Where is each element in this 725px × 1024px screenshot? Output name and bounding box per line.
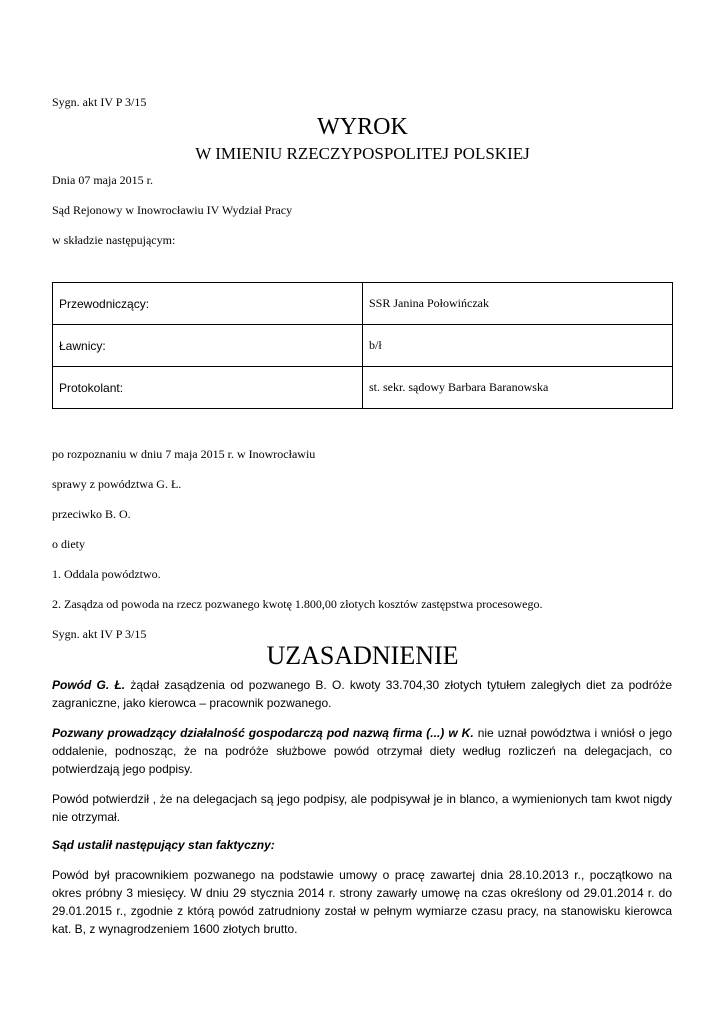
paragraph-plaintiff-statement: Powód potwierdził , że na delegacjach są jego podpisy, ale podpisywał je in blanco, a wymienionych tam kwot nigdy nie otrzymał. xyxy=(52,792,672,824)
table-row xyxy=(53,325,673,367)
claim-text: żądał zasądzenia od pozwanego B. O. kwoty 33.704,30 złotych tytułem zaległych diet za podróże zagraniczne, jako kierowca – pracownik pozwanego. xyxy=(52,678,672,710)
bench-role: Protokolant: xyxy=(53,367,363,409)
document-subtitle: W IMIENIU RZECZYPOSPOLITEJ POLSKIEJ xyxy=(195,144,530,163)
bench-name: SSR Janina Połowińczak xyxy=(363,283,673,325)
bench-role: Przewodniczący: xyxy=(53,283,363,325)
table-row xyxy=(53,367,673,409)
paragraph-claim xyxy=(52,676,672,712)
court-name: Sąd Rejonowy w Inowrocławiu IV Wydział Pracy xyxy=(52,203,293,217)
paragraph-defense xyxy=(52,724,672,778)
judgment-date: Dnia 07 maja 2015 r. xyxy=(52,173,153,187)
defense-lead: Pozwany prowadzący działalność gospodarczą pod nazwą firma (...) w K. xyxy=(52,726,474,740)
bench-role: Ławnicy: xyxy=(53,325,363,367)
plaintiff-info: sprawy z powództwa G. Ł. xyxy=(52,477,182,491)
case-signature-top: Sygn. akt IV P 3/15 xyxy=(52,95,147,109)
facts-heading: Sąd ustalił następujący stan faktyczny: xyxy=(52,838,275,852)
composition-intro: w składzie następującym: xyxy=(52,233,176,247)
case-subject: o diety xyxy=(52,537,85,551)
defendant-info: przeciwko B. O. xyxy=(52,507,131,521)
defense-text: nie uznał powództwa i wniósł o jego oddalenie, podnosząc, że na podróże służbowe powód otrzymał diety według rozliczeń na delegacjach, co potwierdzają jego podpisy. xyxy=(52,726,673,776)
case-signature-justification: Sygn. akt IV P 3/15 xyxy=(52,627,147,641)
bench-name: b/ł xyxy=(363,325,673,367)
paragraph-facts: Powód był pracownikiem pozwanego na podstawie umowy o pracę zawartej dnia 28.10.2013 r., początkowo na okres próbny 3 miesięcy. W dniu 29 stycznia 2014 r. strony zawarły umowę na czas określony od 29.01.2014 r. do 29.01.2015 r., zgodnie z którą powód zatrudniony został w pełnym wymiarze czasu pracy, na stanowisku kierowca kat. B, z wynagrodzeniem 1600 złotych brutto. xyxy=(52,868,672,936)
ruling-item-2: 2. Zasądza od powoda na rzecz pozwanego kwotę 1.800,00 złotych kosztów zastępstwa procesowego. xyxy=(52,597,543,611)
hearing-info: po rozpoznaniu w dniu 7 maja 2015 r. w Inowrocławiu xyxy=(52,447,316,461)
justification-title: UZASADNIENIE xyxy=(266,641,459,670)
bench-name: st. sekr. sądowy Barbara Baranowska xyxy=(363,367,673,409)
bench-table xyxy=(52,282,673,409)
claim-lead: Powód G. Ł. xyxy=(52,678,126,692)
document-title: WYROK xyxy=(317,114,408,140)
table-row xyxy=(53,283,673,325)
ruling-item-1: 1. Oddala powództwo. xyxy=(52,567,161,581)
